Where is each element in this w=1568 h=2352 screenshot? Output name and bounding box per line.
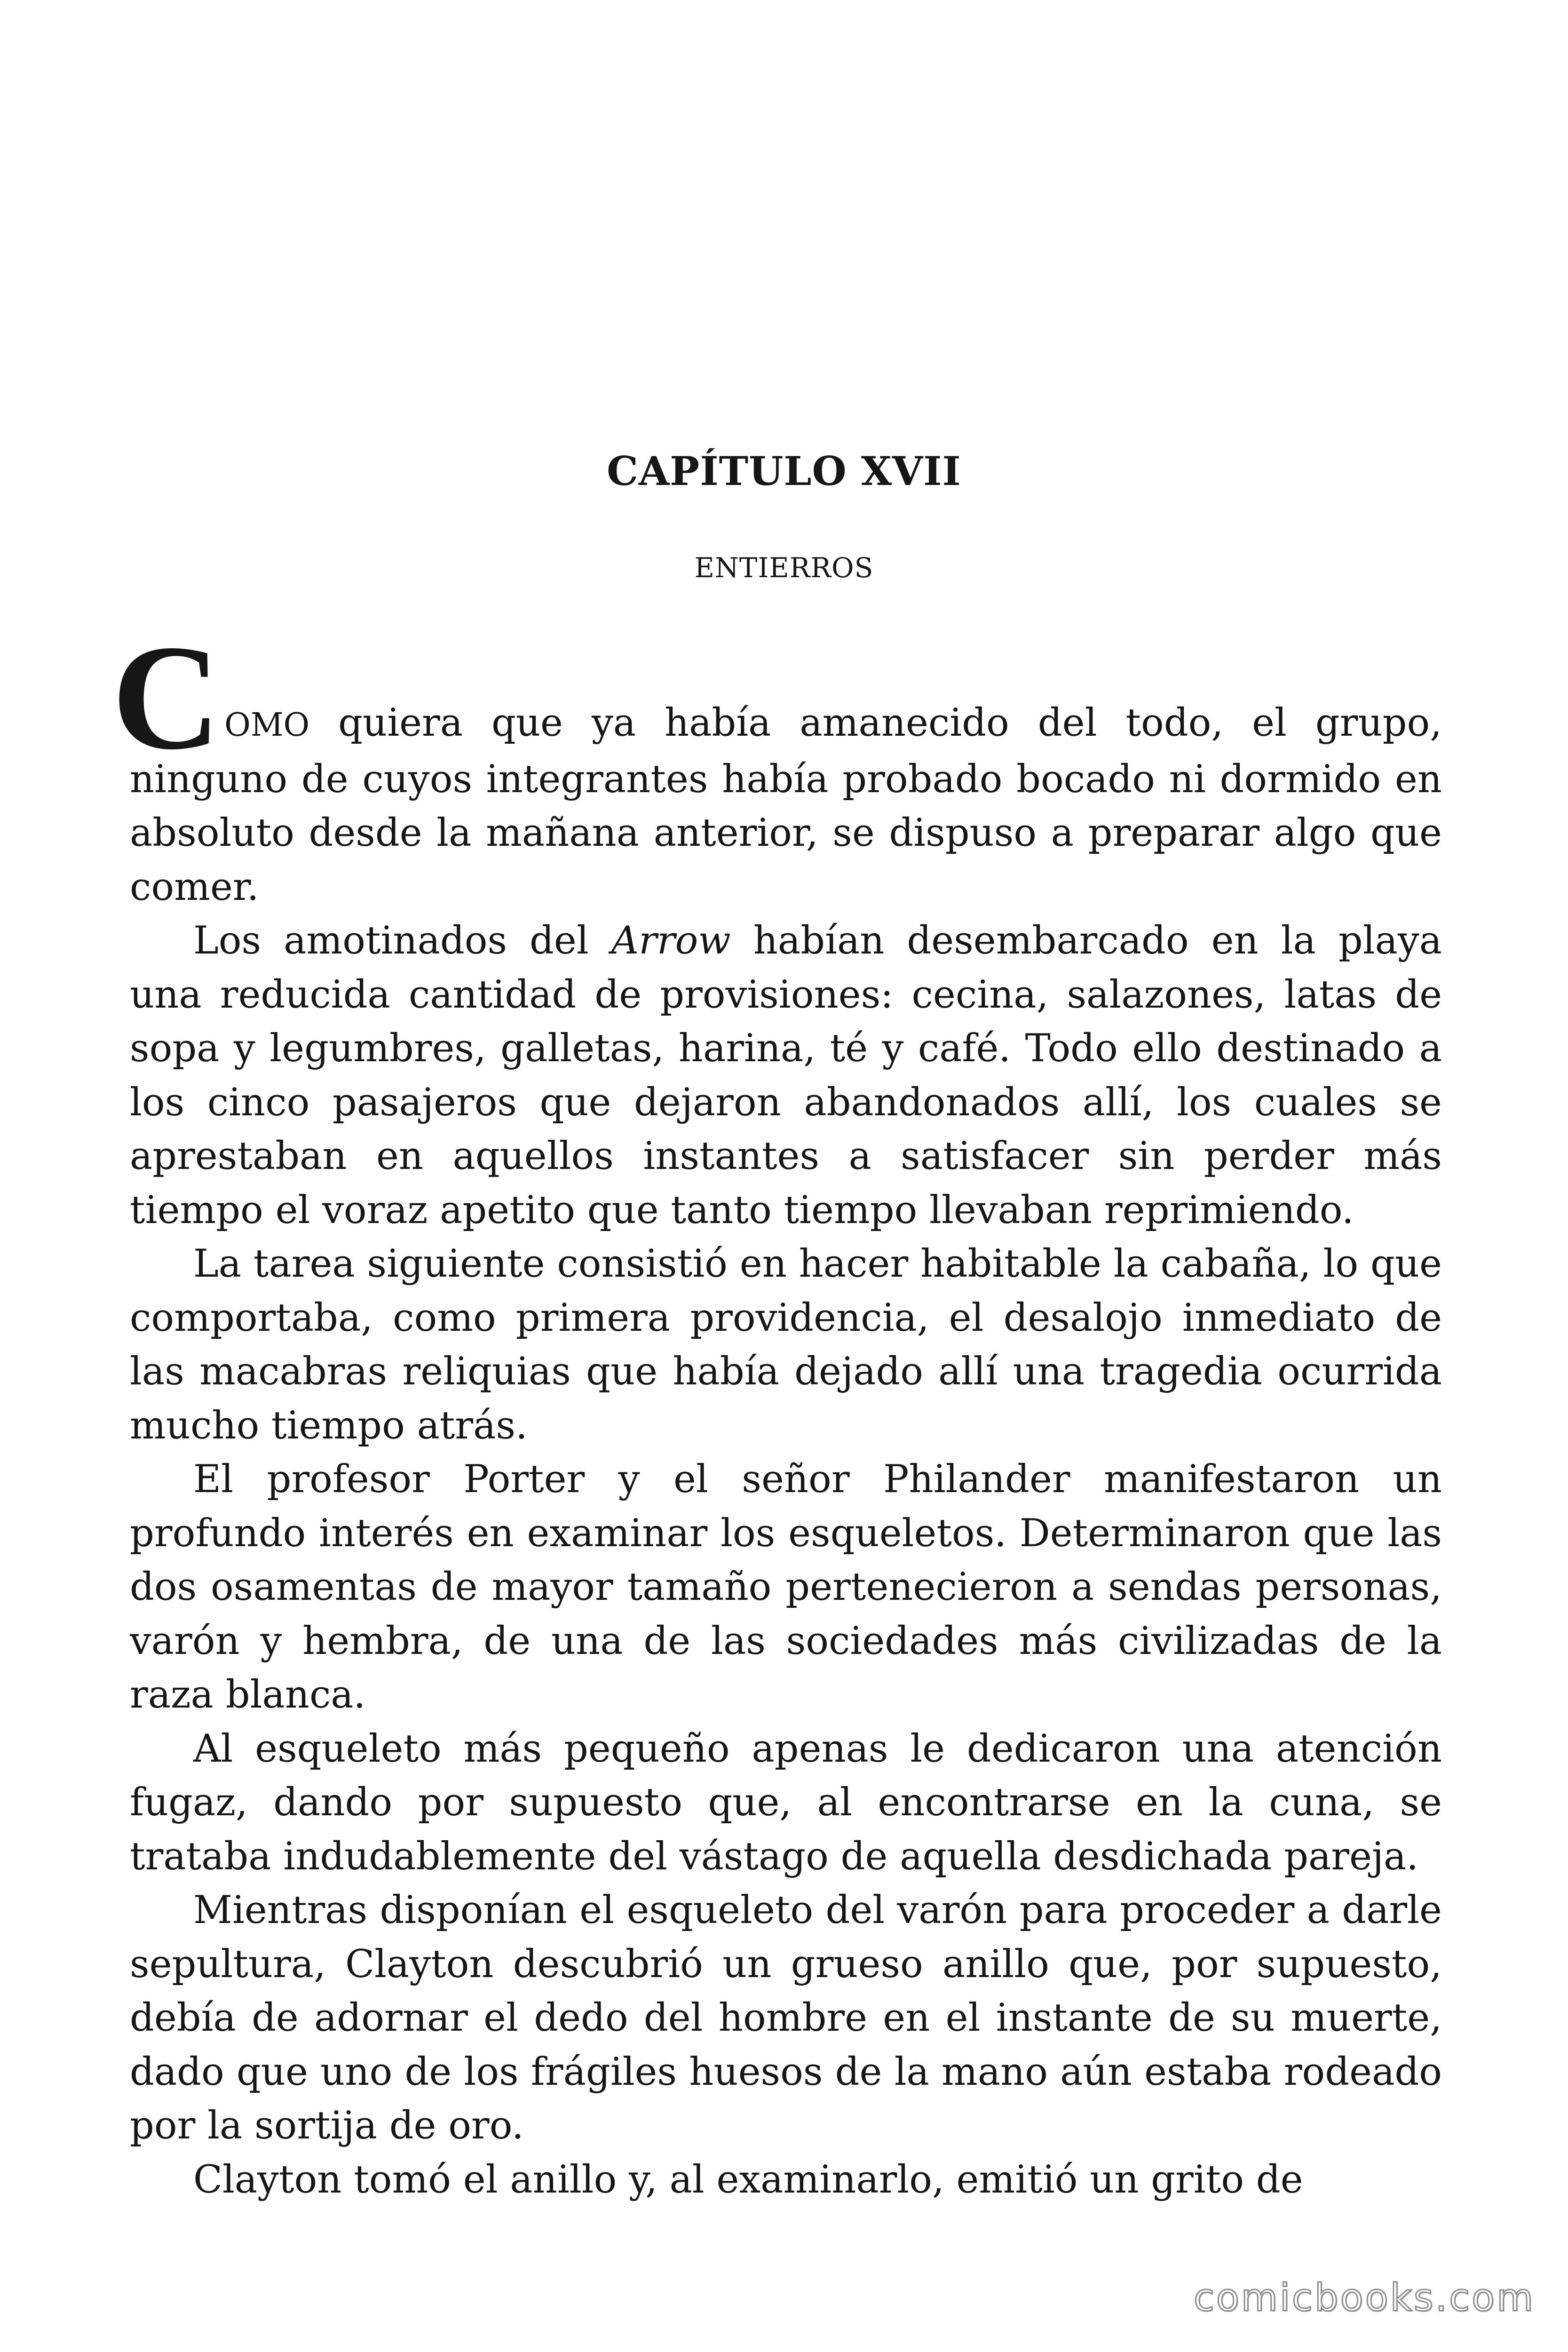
paragraph-2-text-before: Los amotinados del <box>193 919 611 963</box>
chapter-subtitle: ENTIERROS <box>694 552 874 584</box>
paragraph-3: La tarea siguiente consistió en hacer habitable la cabaña, lo que comportaba, como primera providencia, el desalojo inmediato de las macabras reliquias que había dejado allí una tragedia ocurrida mucho tiempo atrás. <box>130 1242 1442 1448</box>
paragraph-5: Al esqueleto más pequeño apenas le dedicaron una atención fugaz, dando por supuesto que, al encontrarse en la cuna, se trataba indudablemente del vástago de aquella desdichada pareja. <box>130 1726 1442 1879</box>
ship-name: Arrow <box>611 919 731 963</box>
paragraph-7: Clayton tomó el anillo y, al examinarlo, emitió un grito de <box>193 2157 1303 2202</box>
paragraph-6: Mientras disponían el esqueleto del varón para proceder a darle sepultura, Clayton descubrió un grueso anillo que, por supuesto, debía de adornar el dedo del hombre en el instante de su muerte, dado que uno de los frágiles huesos de la mano aún estaba rodeado por la sortija de oro. <box>130 1888 1442 2148</box>
paragraph-1 <box>112 614 1442 914</box>
paragraph-1-text: quiera que ya había amanecido del todo, el grupo, ninguno de cuyos integrantes había probado bocado ni dormido en absoluto desde la mañana anterior, se dispuso a preparar algo que comer. <box>130 701 1442 909</box>
paragraph-4: El profesor Porter y el señor Philander manifestaron un profundo interés en examinar los esqueletos. Determinaron que las dos osamentas de mayor tamaño pertenecieron a sendas personas, varón y hembra, de una de las sociedades más civilizadas de la raza blanca. <box>130 1457 1442 1717</box>
chapter-body <box>112 614 1442 2207</box>
opening-small-caps: OMO <box>224 707 310 744</box>
paragraph-2 <box>130 914 1442 1237</box>
drop-cap: C <box>112 614 221 781</box>
paragraph-2-text-after: habían desembarcado en la playa una reducida cantidad de provisiones: cecina, salazones, latas de sopa y legumbres, galletas, harina, té y café. Todo ello destinado a los cinco pasajeros que dejaron abandonados allí, los cuales se aprestaban en aquellos instantes a satisfacer sin perder más tiempo el voraz apetito que tanto tiempo llevaban reprimiendo. <box>130 919 1442 1232</box>
chapter-title: CAPÍTULO XVII <box>607 448 961 494</box>
watermark: comicbooks.com <box>1193 2276 1535 2320</box>
